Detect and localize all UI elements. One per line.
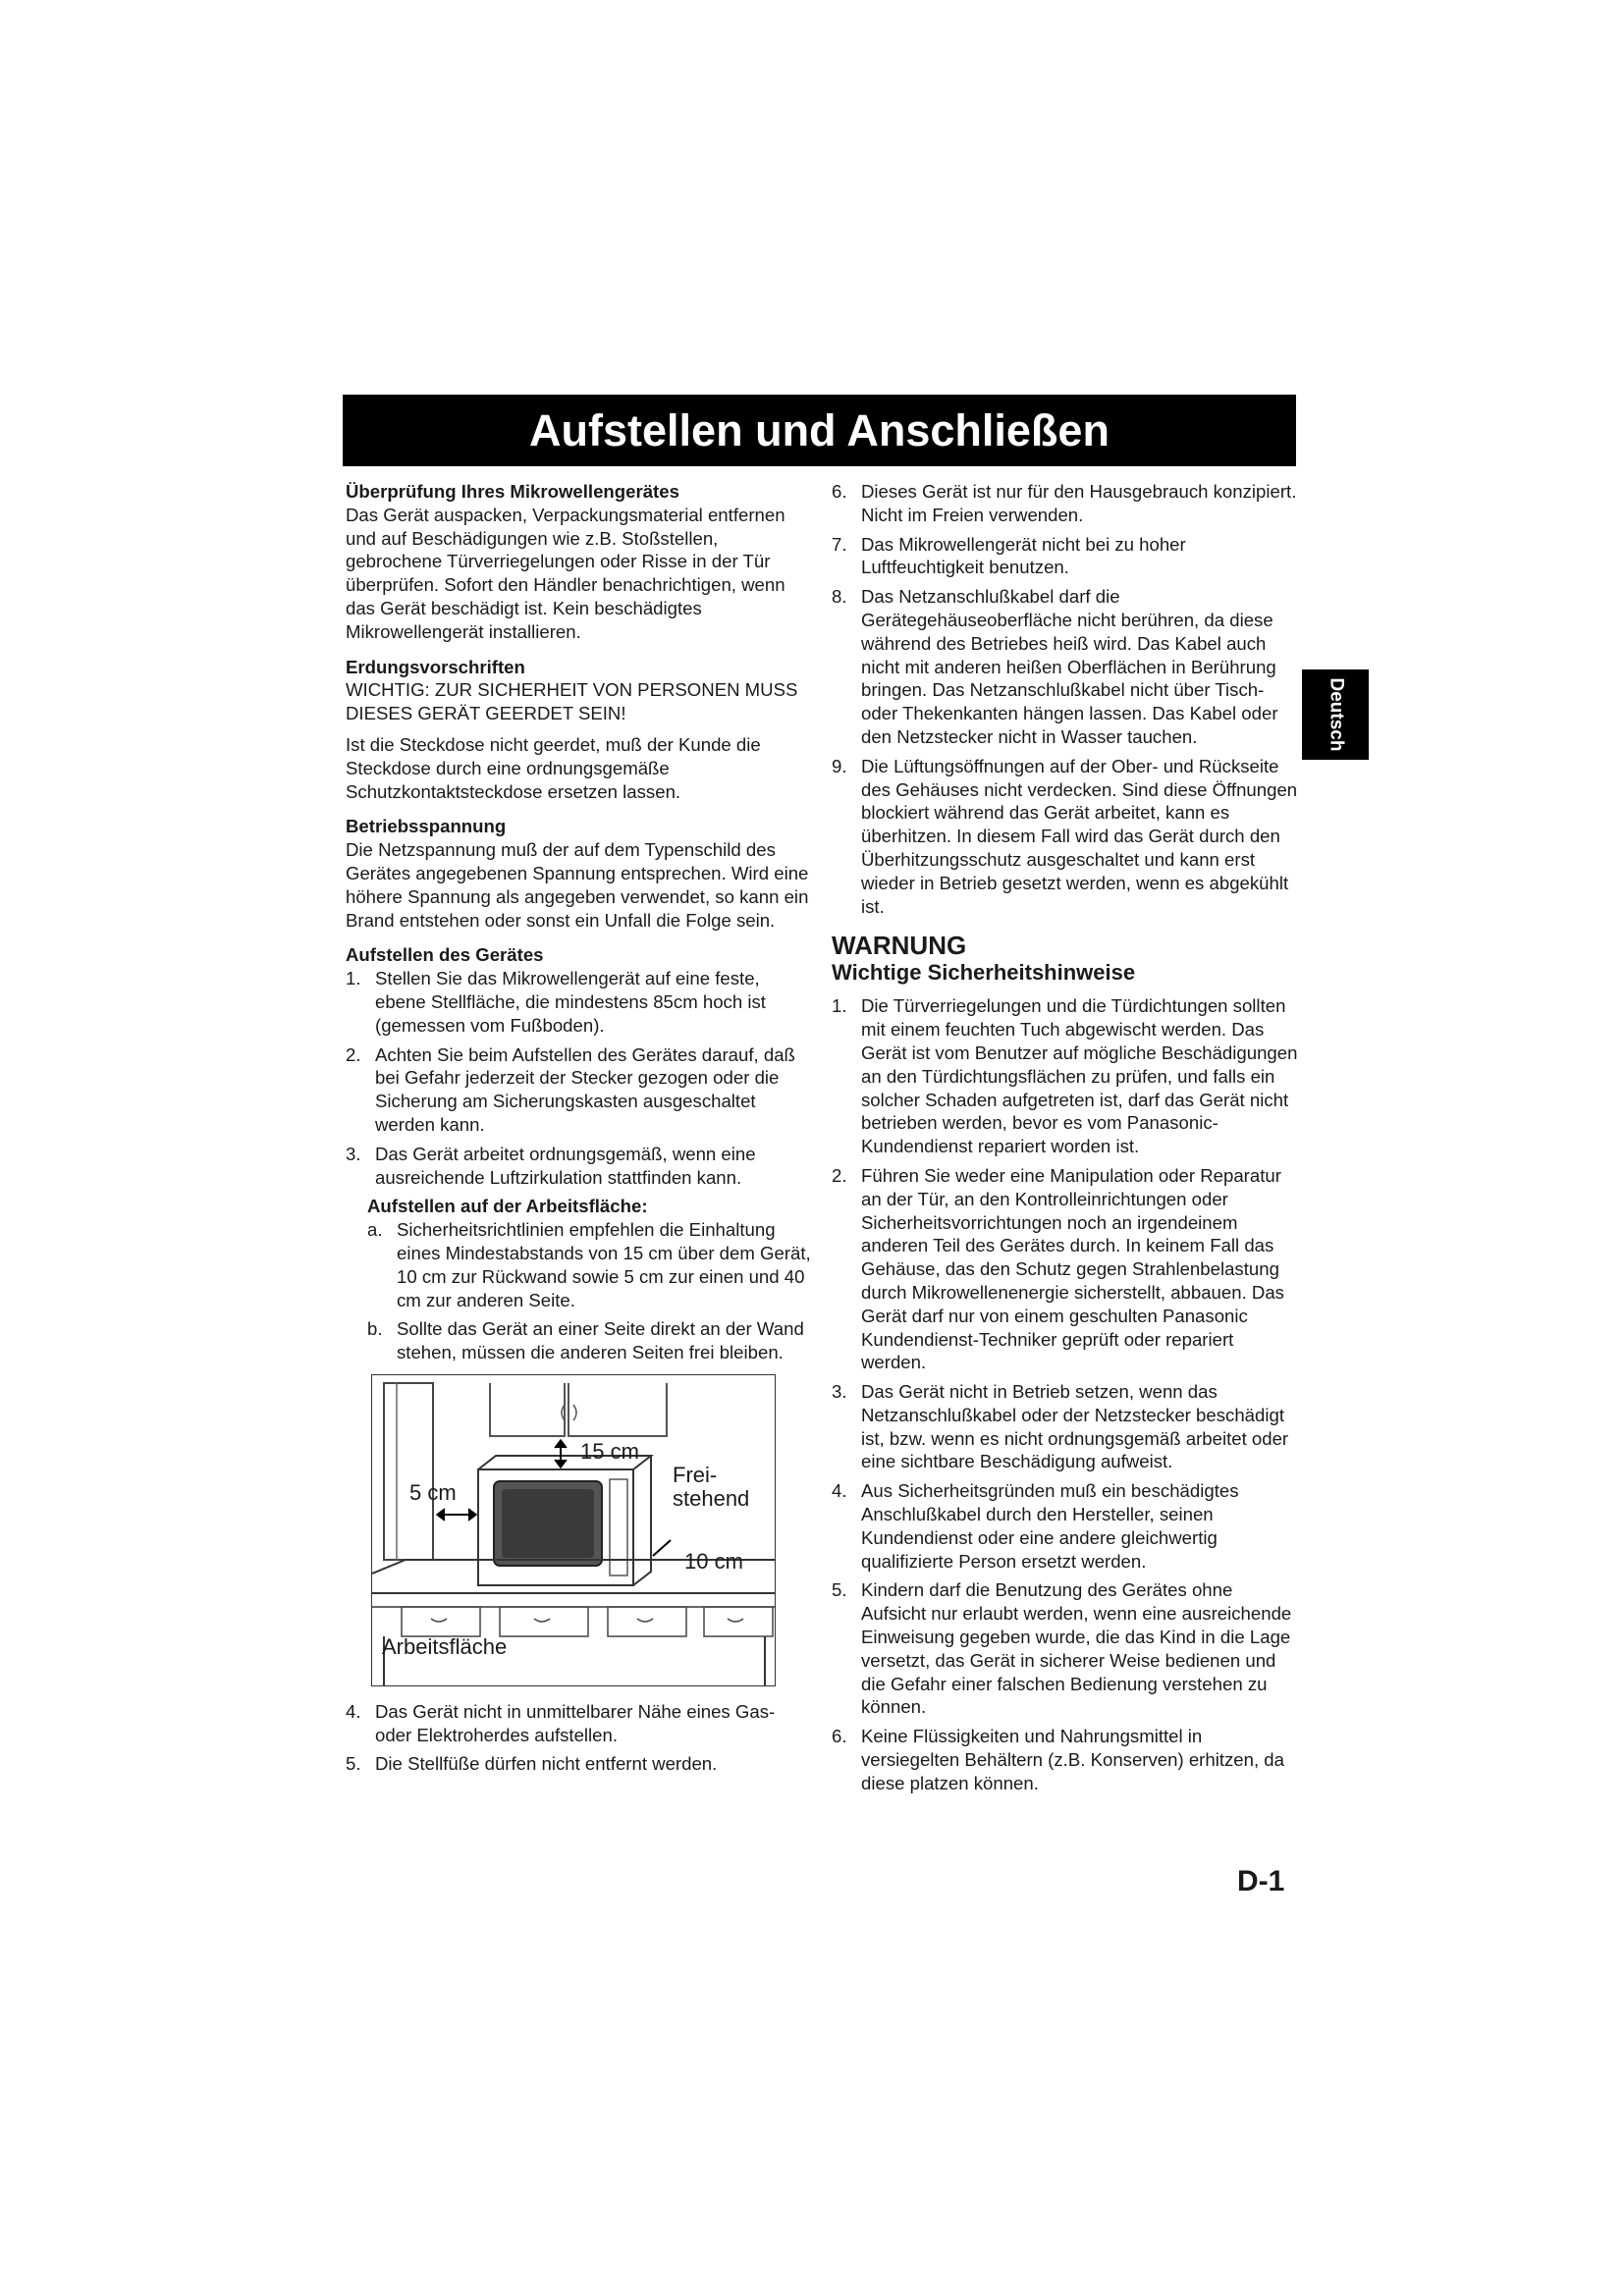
item-number: 4. [832, 1480, 847, 1502]
worktop-list [367, 1218, 811, 1364]
item-text: Sicherheitsrichtlinien empfehlen die Einhaltung eines Mindestabstands von 15 cm über dem Gerät, 10 cm zur Rückwand sowie 5 cm zur einen und 40 cm zur anderen Seite. [397, 1219, 811, 1310]
installation-list [346, 967, 811, 1189]
list-item [832, 1479, 1300, 1573]
item-text: Die Türverriegelungen und die Türdichtungen sollten mit einem feuchten Tuch abgewischt werden. Das Gerät ist vom Benutzer auf mögliche Beschädigungen an den Türdichtungsflächen zu prüfen, und falls ein solcher Schaden aufgetreten ist, darf das Gerät nicht betrieben werden, bevor es vom Panasonic-Kundendienst repariert worden ist. [861, 995, 1298, 1157]
list-item [346, 1752, 811, 1776]
page-title: Aufstellen und Anschließen [343, 395, 1296, 466]
item-number: 2. [832, 1164, 847, 1186]
label-back-clearance: 10 cm [684, 1548, 743, 1574]
item-number: 3. [346, 1143, 361, 1164]
item-number: 7. [832, 533, 847, 555]
item-text: Achten Sie beim Aufstellen des Gerätes darauf, daß bei Gefahr jederzeit der Stecker gezogen oder die Sicherung am Sicherungskasten ausgeschaltet werden kann. [375, 1043, 795, 1135]
clearance-diagram [371, 1374, 776, 1686]
item-text: Kindern darf die Benutzung des Gerätes ohne Aufsicht nur erlaubt werden, wenn eine ausreichende Einweisung gegeben wurde, die das Kind in die Lage versetzt, das Gerät in sicherer Weise bedienen und die Gefahr einer falschen Bedienung verstehen zu können. [861, 1579, 1292, 1718]
item-text: Dieses Gerät ist nur für den Hausgebrauch konzipiert. Nicht im Freien verwenden. [861, 481, 1297, 525]
label-free-standing: Frei- stehend [673, 1462, 750, 1511]
list-item [346, 1700, 811, 1747]
item-number: 5. [832, 1579, 847, 1601]
list-item [832, 1578, 1300, 1719]
item-text: Das Netzanschlußkabel darf die Gerätegehäuseoberfläche nicht berühren, da diese während des Betriebes heiß wird. Das Kabel auch nicht mit anderen heißen Oberflächen in Berührung bringen. Das Netzanschlußkabel nicht über Tisch- oder Thekenkanten hängen lassen. Das Kabel oder den Netzstecker nicht in Wasser tauchen. [861, 586, 1278, 747]
right-column [832, 480, 1300, 1801]
warning-title: WARNUNG [832, 931, 967, 961]
grounding-warning: WICHTIG: ZUR SICHERHEIT VON PERSONEN MUSS DIESES GERÄT GEERDET SEIN! [346, 679, 798, 724]
left-column [346, 480, 811, 1782]
warning-subtitle: Wichtige Sicherheitshinweise [832, 960, 1136, 986]
item-text: Das Mikrowellengerät nicht bei zu hoher Luftfeuchtigkeit benutzen. [861, 533, 1186, 578]
list-item [346, 1043, 811, 1137]
label-top-clearance: 15 cm [580, 1438, 639, 1464]
list-item [346, 967, 811, 1037]
item-number: 2. [346, 1043, 361, 1065]
section-heading-voltage: Betriebsspannung [346, 816, 507, 837]
item-number: 4. [346, 1700, 361, 1722]
list-item [832, 585, 1300, 749]
item-number: 1. [832, 995, 847, 1017]
section-heading-inspection: Überprüfung Ihres Mikrowellengerätes [346, 481, 679, 502]
item-text: Aus Sicherheitsgründen muß ein beschädigtes Anschlußkabel durch den Hersteller, seinen Kundendienst oder eine andere gleichwertig qualifizierte Person ersetzt werden. [861, 1480, 1239, 1572]
language-tab-label: Deutsch [1326, 677, 1346, 752]
section-text-inspection: Das Gerät auspacken, Verpackungsmaterial entfernen und auf Beschädigungen wie z.B. Stoßstellen, gebrochene Türverriegelungen oder Risse in der Tür überprüfen. Sofort den Händler benachrichtigen, wenn das Gerät beschädigt ist. Kein beschädigtes Mikrowellengerät installieren. [346, 504, 785, 642]
label-worktop: Arbeitsfläche [382, 1633, 508, 1659]
section-heading-installation: Aufstellen des Gerätes [346, 944, 544, 966]
list-item [346, 1143, 811, 1190]
item-text: Stellen Sie das Mikrowellengerät auf eine feste, ebene Stellfläche, die mindestens 85cm hoch ist (gemessen vom Fußboden). [375, 968, 766, 1036]
list-item [367, 1218, 811, 1311]
item-text: Die Stellfüße dürfen nicht entfernt werden. [375, 1753, 718, 1775]
section-text-voltage: Die Netzspannung muß der auf dem Typenschild des Gerätes angegebenen Spannung entsprechen. Wird eine höhere Spannung als angegeben verwendet, so kann ein Brand entstehen oder sonst ein Unfall die Folge sein. [346, 839, 809, 931]
item-letter: b. [367, 1318, 383, 1340]
item-text: Das Gerät arbeitet ordnungsgemäß, wenn eine ausreichende Luftzirkulation stattfinden kann. [375, 1143, 756, 1188]
list-item [832, 755, 1300, 919]
section-text-grounding: Ist die Steckdose nicht geerdet, muß der Kunde die Steckdose durch eine ordnungsgemäße Schutzkontaktsteckdose ersetzen lassen. [346, 733, 761, 802]
list-item [367, 1317, 811, 1364]
item-number: 3. [832, 1381, 847, 1403]
list-item [832, 994, 1300, 1158]
installation-list-right [832, 480, 1300, 918]
item-text: Das Gerät nicht in unmittelbarer Nähe eines Gas- oder Elektroherdes aufstellen. [375, 1700, 776, 1745]
item-text: Das Gerät nicht in Betrieb setzen, wenn das Netzanschlußkabel oder der Netzstecker beschädigt ist, bzw. wenn es nicht ordnungsgemäß arbeitet oder eine sichtbare Beschädigung aufweist. [861, 1381, 1289, 1472]
item-text: Keine Flüssigkeiten und Nahrungsmittel in versiegelten Behältern (z.B. Konserven) erhitzen, da diese platzen können. [861, 1726, 1284, 1793]
item-number: 9. [832, 755, 847, 776]
list-item [832, 1164, 1300, 1374]
item-number: 8. [832, 586, 847, 608]
item-number: 6. [832, 1726, 847, 1747]
list-item [832, 1725, 1300, 1794]
worktop-subsection [367, 1195, 811, 1364]
section-heading-grounding: Erdungsvorschriften [346, 656, 525, 677]
item-number: 1. [346, 968, 361, 989]
item-number: 6. [832, 481, 847, 502]
list-item [832, 1380, 1300, 1473]
safety-list [832, 994, 1300, 1794]
page-number: D-1 [1237, 1865, 1285, 1897]
language-tab [1302, 669, 1369, 760]
subsection-heading-worktop: Aufstellen auf der Arbeitsfläche: [367, 1196, 648, 1217]
label-side-clearance: 5 cm [409, 1479, 457, 1505]
list-item [832, 533, 1300, 580]
item-letter: a. [367, 1219, 383, 1241]
installation-list-continued [346, 1700, 811, 1776]
item-number: 5. [346, 1753, 361, 1775]
item-text: Sollte das Gerät an einer Seite direkt an der Wand stehen, müssen die anderen Seiten frei bleiben. [397, 1318, 804, 1363]
item-text: Die Lüftungsöffnungen auf der Ober- und Rückseite des Gehäuses nicht verdecken. Sind diese Öffnungen blockiert während das Gerät arbeitet, kann es überhitzen. In diesem Fall wird das Gerät durch den Überhitzungsschutz ausgeschaltet und kann erst wieder in Betrieb gesetzt werden, wenn es abgekühlt ist. [861, 755, 1298, 917]
list-item [832, 480, 1300, 527]
item-text: Führen Sie weder eine Manipulation oder Reparatur an der Tür, an den Kontrolleinrichtungen oder Sicherheitsvorrichtungen noch an irgendeinem anderen Teil des Gerätes durch. In keinem Fall das Gehäuse, das den Schutz gegen Strahlenbelastung durch Mikrowellenenergie sicherstellt, abbauen. Das Gerät darf nur von einem geschulten Panasonic Kundendienst-Techniker geprüft oder repariert werden. [861, 1164, 1284, 1373]
